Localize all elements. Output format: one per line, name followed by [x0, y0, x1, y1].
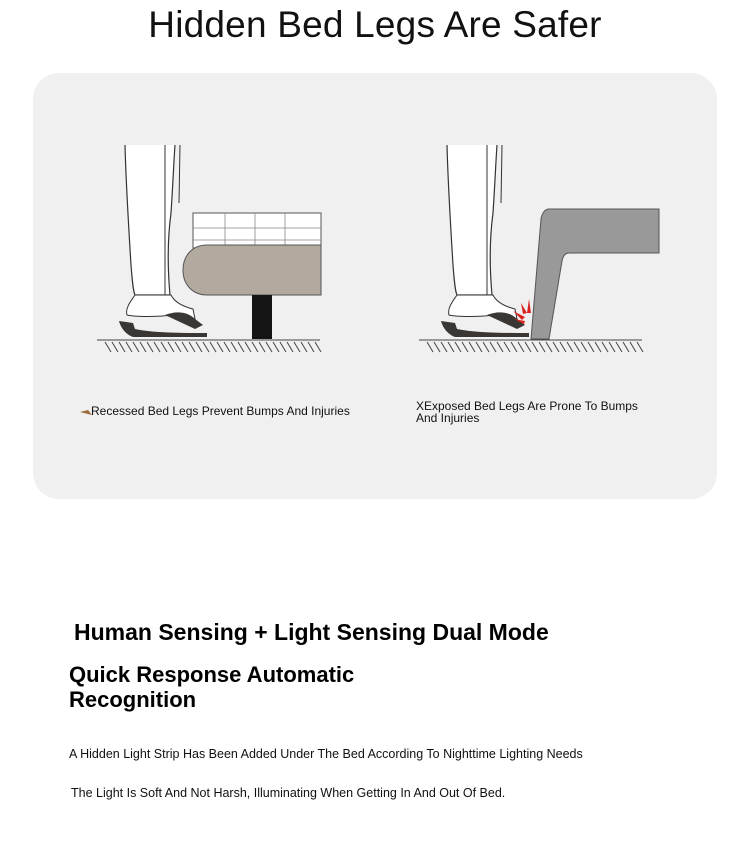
hatch-line [441, 342, 447, 352]
pants-outline [447, 145, 497, 295]
exposed-legs-illustration [417, 143, 662, 358]
hatch-line [434, 342, 440, 352]
hidden-legs-caption-text: Recessed Bed Legs Prevent Bumps And Injuries [91, 404, 350, 418]
feature-title: Human Sensing + Light Sensing Dual Mode [74, 619, 549, 645]
hatch-line [630, 342, 636, 352]
hatch-line [175, 342, 181, 352]
feature-subtitle-line2: Recognition [69, 687, 197, 712]
hatch-line [553, 342, 559, 352]
hatch-line [154, 342, 160, 352]
hidden-legs-illustration [95, 143, 325, 358]
feature-description-2: The Light Is Soft And Not Harsh, Illuminating When Getting In And Out Of Bed. [71, 786, 506, 800]
hatch-line [546, 342, 552, 352]
hatch-line [252, 342, 258, 352]
hatch-line [140, 342, 146, 352]
hatch-line [455, 342, 461, 352]
hatch-line [217, 342, 223, 352]
hidden-legs-drawing [95, 143, 325, 358]
hatch-line [147, 342, 153, 352]
hatch-line [315, 342, 321, 352]
hatch-line [476, 342, 482, 352]
hatch-line [518, 342, 524, 352]
floor-hatching [97, 340, 321, 352]
hatch-line [301, 342, 307, 352]
hatch-line [245, 342, 251, 352]
hatch-line [133, 342, 139, 352]
hatch-line [532, 342, 538, 352]
hatch-line [231, 342, 237, 352]
hatch-line [483, 342, 489, 352]
floor-hatching [419, 340, 643, 352]
exposed-legs-caption [416, 400, 656, 424]
bed-frame-top [193, 213, 321, 248]
hatch-line [602, 342, 608, 352]
hatch-line [504, 342, 510, 352]
hatch-line [567, 342, 573, 352]
hatch-line [490, 342, 496, 352]
hatch-line [196, 342, 202, 352]
exposed-legs-drawing [417, 143, 662, 358]
hatch-line [308, 342, 314, 352]
feature-description-1: A Hidden Light Strip Has Been Added Under The Bed According To Nighttime Lighting Needs [69, 747, 583, 761]
exposed-legs-caption-line1: XExposed Bed Legs Are Prone To Bumps [416, 399, 638, 413]
hatch-line [287, 342, 293, 352]
recessed-leg [252, 295, 272, 339]
hatch-line [182, 342, 188, 352]
exposed-legs-caption-line2: And Injuries [416, 411, 480, 425]
hatch-line [273, 342, 279, 352]
hatch-line [623, 342, 629, 352]
page-title: Hidden Bed Legs Are Safer [148, 4, 602, 45]
hatch-line [595, 342, 601, 352]
hatch-line [168, 342, 174, 352]
hatch-line [189, 342, 195, 352]
check-mark-icon [80, 406, 90, 416]
comparison-card [33, 73, 717, 499]
hatch-line [203, 342, 209, 352]
exposed-bed-body [531, 209, 659, 339]
hatch-line [581, 342, 587, 352]
hatch-line [126, 342, 132, 352]
hatch-line [469, 342, 475, 352]
hatch-line [525, 342, 531, 352]
hatch-line [280, 342, 286, 352]
hatch-line [539, 342, 545, 352]
hatch-line [497, 342, 503, 352]
hatch-line [609, 342, 615, 352]
hatch-line [427, 342, 433, 352]
hatch-line [161, 342, 167, 352]
hatch-line [637, 342, 643, 352]
hatch-line [574, 342, 580, 352]
hatch-line [210, 342, 216, 352]
hatch-line [616, 342, 622, 352]
hidden-bed-body [183, 245, 321, 295]
hatch-line [105, 342, 111, 352]
hatch-line [112, 342, 118, 352]
hatch-line [588, 342, 594, 352]
hatch-line [294, 342, 300, 352]
hatch-line [560, 342, 566, 352]
pants-outline [125, 145, 175, 295]
hatch-line [119, 342, 125, 352]
hidden-legs-caption [80, 405, 350, 417]
hatch-line [266, 342, 272, 352]
hatch-line [224, 342, 230, 352]
hatch-line [448, 342, 454, 352]
hatch-line [462, 342, 468, 352]
hatch-line [259, 342, 265, 352]
feature-subtitle-line1: Quick Response Automatic [69, 662, 355, 687]
feature-subtitle [69, 662, 354, 712]
hatch-line [511, 342, 517, 352]
hatch-line [238, 342, 244, 352]
